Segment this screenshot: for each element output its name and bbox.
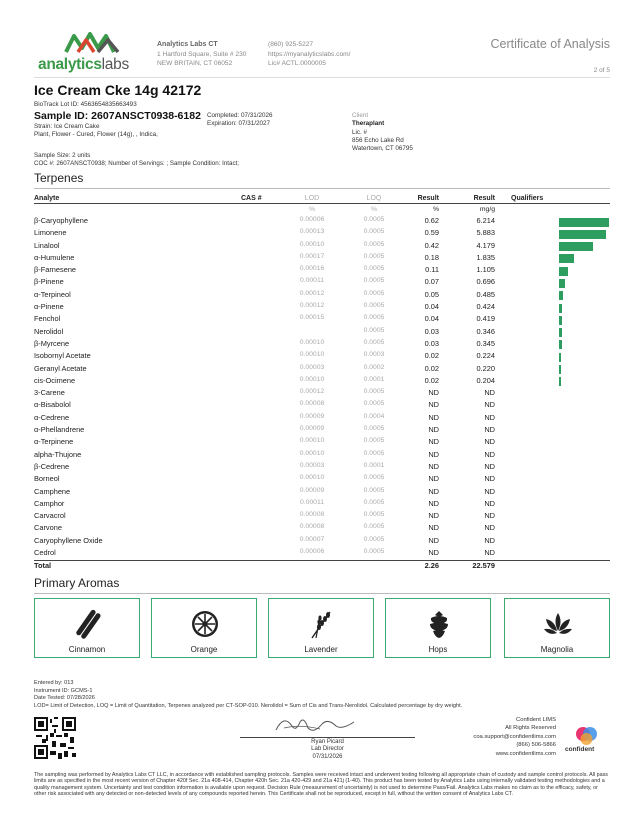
total-mg: 22.579	[472, 561, 495, 571]
aroma-label: Orange	[190, 645, 218, 654]
result-pct: ND	[428, 474, 439, 484]
table-row	[34, 228, 610, 240]
table-row	[34, 499, 610, 511]
result-pct: 0.18	[424, 252, 439, 262]
result-mg: ND	[484, 498, 495, 508]
analyte-name: Carvacrol	[34, 511, 66, 521]
analyte-name: α-Humulene	[34, 252, 75, 262]
total-row	[34, 560, 610, 572]
result-mg: ND	[484, 535, 495, 545]
result-mg: ND	[484, 412, 495, 422]
col-lod: LOD	[304, 195, 320, 202]
table-row	[34, 327, 610, 339]
result-mg: 0.346	[476, 326, 495, 336]
table-row	[34, 253, 610, 265]
loq-value: 0.0005	[363, 228, 385, 236]
analyte-name: α-Pinene	[34, 302, 64, 312]
qualifier-bar	[559, 377, 561, 386]
client-info	[352, 112, 413, 153]
lod-value: 0.00010	[299, 351, 325, 359]
qualifier-bar	[559, 230, 606, 239]
unit-loq: %	[370, 206, 378, 213]
lavender-icon	[304, 609, 340, 639]
result-mg: 0.696	[476, 277, 495, 287]
lab-address	[157, 40, 246, 69]
table-row	[34, 388, 610, 400]
lod-value: 0.00010	[299, 240, 325, 248]
magnolia-icon	[540, 609, 576, 639]
result-mg: ND	[484, 437, 495, 447]
col-loq: LOQ	[366, 195, 382, 202]
result-mg: 0.224	[476, 351, 495, 361]
loq-value: 0.0005	[363, 252, 385, 260]
loq-value: 0.0005	[363, 425, 385, 433]
expiration-date: Expiration: 07/31/2027	[207, 120, 271, 128]
sample-size: Sample Size: 2 units	[34, 152, 91, 159]
table-header-divider	[34, 203, 610, 204]
analyte-name: α-Cedrene	[34, 412, 70, 422]
result-mg: ND	[484, 511, 495, 521]
total-label: Total	[34, 561, 52, 571]
result-pct: 0.42	[424, 240, 439, 250]
qualifier-bar	[559, 316, 562, 325]
lab-address-line2: NEW BRITAIN, CT 06052	[157, 60, 233, 67]
table-row	[34, 474, 610, 486]
aroma-card-orange	[151, 598, 257, 658]
analytics-labs-logo	[38, 30, 148, 76]
aroma-card-cinnamon	[34, 598, 140, 658]
lod-value: 0.00008	[299, 511, 325, 519]
sample-dates	[207, 112, 272, 129]
client-name: Theraplant	[352, 120, 385, 128]
analyte-name: Geranyl Acetate	[34, 363, 87, 373]
table-row	[34, 462, 610, 474]
table-row	[34, 437, 610, 449]
lod-value: 0.00006	[299, 548, 325, 556]
lod-value: 0.00015	[299, 314, 325, 322]
analyte-name: Isobornyl Acetate	[34, 351, 91, 361]
aroma-label: Cinnamon	[68, 645, 106, 654]
lod-value: 0.00012	[299, 289, 325, 297]
analyte-name: Carvone	[34, 523, 62, 533]
analyte-name: α-Phellandrene	[34, 425, 85, 435]
result-mg: 0.204	[476, 375, 495, 385]
loq-value: 0.0005	[363, 388, 385, 396]
lod-value: 0.00017	[299, 252, 325, 260]
loq-value: 0.0005	[363, 511, 385, 519]
lab-phone: (860) 925-5227	[268, 41, 314, 48]
signature-icon	[270, 712, 360, 736]
col-analyte: Analyte	[34, 195, 60, 202]
result-pct: ND	[428, 449, 439, 459]
result-mg: ND	[484, 486, 495, 496]
qualifier-bar	[559, 279, 565, 288]
result-pct: 0.02	[424, 375, 439, 385]
product-title: Ice Cream Cke 14g 42172	[34, 82, 202, 98]
lod-value: 0.00011	[299, 277, 325, 285]
result-pct: 0.62	[424, 216, 439, 225]
page-header	[0, 0, 640, 80]
lod-value: 0.00010	[299, 437, 325, 445]
analyte-name: α-Terpineol	[34, 289, 71, 299]
loq-value: 0.0005	[363, 265, 385, 273]
loq-value: 0.0005	[363, 437, 385, 445]
analyte-name: Caryophyllene Oxide	[34, 535, 103, 545]
result-pct: ND	[428, 511, 439, 521]
terpenes-section-title: Terpenes	[34, 171, 84, 185]
table-row	[34, 351, 610, 363]
aroma-cards	[34, 598, 610, 658]
result-mg: ND	[484, 461, 495, 471]
table-row	[34, 523, 610, 535]
result-pct: ND	[428, 535, 439, 545]
signer-block	[240, 739, 415, 761]
biotrack-lot-id: BioTrack Lot ID: 4563654835663493	[34, 101, 137, 108]
table-row	[34, 511, 610, 523]
loq-value: 0.0001	[363, 375, 385, 383]
lod-value: 0.00012	[299, 302, 325, 310]
lod-value: 0.00009	[299, 425, 325, 433]
lod-value: 0.00016	[299, 265, 325, 273]
table-row	[34, 548, 610, 560]
table-row	[34, 376, 610, 388]
loq-value: 0.0005	[363, 216, 385, 223]
lims-phone: (866) 506-5866	[516, 742, 556, 749]
terpenes-table-body	[34, 216, 610, 572]
loq-value: 0.0004	[363, 412, 385, 420]
col-qualifiers: Qualifiers	[511, 195, 544, 202]
loq-value: 0.0005	[363, 523, 385, 531]
qr-code-icon[interactable]	[34, 717, 76, 759]
result-pct: ND	[428, 486, 439, 496]
result-pct: 0.03	[424, 326, 439, 336]
analyte-name: 3-Carene	[34, 388, 65, 398]
result-mg: 0.419	[476, 314, 495, 324]
result-pct: ND	[428, 437, 439, 447]
analyte-name: β-Pinene	[34, 277, 64, 287]
sample-size-info	[34, 152, 239, 167]
logo-wordmark: analyticslabs	[38, 56, 129, 73]
signer-name: Ryan Picard	[311, 739, 344, 745]
aroma-card-magnolia	[504, 598, 610, 658]
unit-lod: %	[308, 206, 316, 213]
analyte-name: Camphene	[34, 486, 71, 496]
result-pct: ND	[428, 523, 439, 533]
terpenes-units-row	[34, 206, 610, 216]
lod-value: 0.00012	[299, 388, 325, 396]
result-mg: 1.835	[476, 252, 495, 262]
lims-rights: All Rights Reserved	[505, 725, 556, 732]
loq-value: 0.0005	[363, 277, 385, 285]
result-pct: 0.04	[424, 314, 439, 324]
result-pct: 0.02	[424, 363, 439, 373]
loq-value: 0.0001	[363, 461, 385, 469]
lod-value: 0.00010	[299, 375, 325, 383]
result-mg: ND	[484, 474, 495, 484]
loq-value: 0.0005	[363, 338, 385, 346]
date-tested: Date Tested: 07/28/2026	[34, 695, 95, 702]
table-row	[34, 450, 610, 462]
loq-value: 0.0005	[363, 498, 385, 506]
qualifier-bar	[559, 267, 568, 276]
header-divider	[34, 77, 610, 78]
table-row	[34, 364, 610, 376]
result-mg: ND	[484, 449, 495, 459]
qualifier-bar	[559, 291, 563, 300]
result-pct: 0.05	[424, 289, 439, 299]
signer-title: Lab Director	[311, 746, 344, 753]
col-result-mg: Result	[473, 195, 495, 202]
lod-value: 0.00009	[299, 486, 325, 494]
analyte-name: Borneol	[34, 474, 60, 484]
completed-date: Completed: 07/31/2026	[207, 112, 273, 119]
loq-value: 0.0005	[363, 535, 385, 543]
table-row	[34, 536, 610, 548]
loq-value: 0.0005	[363, 314, 385, 322]
loq-value: 0.0005	[363, 449, 385, 457]
table-row	[34, 290, 610, 302]
analyte-name: β-Farnesene	[34, 265, 77, 275]
result-mg: 4.179	[476, 240, 495, 250]
qualifier-bar	[559, 254, 574, 263]
analyte-name: Nerolidol	[34, 326, 64, 336]
col-result-pct: Result	[417, 195, 439, 202]
loq-value: 0.0005	[363, 548, 385, 556]
analyte-name: α-Terpinene	[34, 437, 74, 447]
lod-value: 0.00008	[299, 400, 325, 408]
table-row	[34, 241, 610, 253]
result-mg: 0.485	[476, 289, 495, 299]
result-mg: 0.424	[476, 302, 495, 312]
signer-date: 07/31/2026	[312, 753, 343, 760]
result-pct: 0.04	[424, 302, 439, 312]
result-pct: ND	[428, 548, 439, 558]
table-row	[34, 216, 610, 228]
lod-note: LOD= Limit of Detection, LOQ = Limit of Quantitation, Terpenes analyzed per CT-SOP-010. Nerolidol = Sum of Cis and Trans-Nerolidol. Calculated percentage by dry weight.	[34, 702, 463, 709]
qualifier-bar	[559, 218, 609, 227]
table-row	[34, 400, 610, 412]
analyte-name: cis-Ocimene	[34, 375, 76, 385]
table-row	[34, 277, 610, 289]
lab-address-line1: 1 Hartford Square, Suite # 230	[157, 50, 247, 58]
analyte-name: β-Myrcene	[34, 338, 70, 348]
result-pct: 0.59	[424, 228, 439, 238]
qualifier-bar	[559, 304, 562, 313]
client-label: Client	[352, 112, 369, 119]
table-row	[34, 413, 610, 425]
client-license: Lic. #	[352, 128, 368, 136]
qualifier-bar	[559, 242, 593, 251]
test-info	[34, 680, 462, 710]
analyte-name: Linalool	[34, 240, 60, 250]
lod-value: 0.00013	[299, 228, 325, 236]
result-pct: ND	[428, 425, 439, 435]
lod-value: 0.00006	[299, 216, 325, 223]
result-mg: ND	[484, 425, 495, 435]
lims-name: Confident LIMS	[516, 717, 556, 723]
sample-meta	[34, 123, 158, 140]
loq-value: 0.0003	[363, 351, 385, 359]
unit-mg: mg/g	[479, 206, 495, 213]
document-title: Certificate of Analysis	[490, 37, 610, 51]
result-pct: ND	[428, 400, 439, 410]
logo-mark-icon	[38, 30, 148, 56]
product-type: Plant, Flower - Cured, Flower (14g), , Indica,	[34, 131, 158, 139]
result-pct: ND	[428, 498, 439, 508]
result-mg: ND	[484, 400, 495, 410]
loq-value: 0.0005	[363, 302, 385, 310]
client-address1: 856 Echo Lake Rd	[352, 136, 404, 144]
analyte-name: Camphor	[34, 498, 65, 508]
aroma-label: Lavender	[304, 645, 338, 654]
result-pct: 0.02	[424, 351, 439, 361]
lims-info	[473, 716, 556, 758]
result-pct: 0.11	[425, 265, 439, 275]
sample-id: Sample ID: 2607ANSCT0938-6182	[34, 110, 201, 122]
loq-value: 0.0005	[363, 289, 385, 297]
lod-value: 0.00003	[299, 461, 325, 469]
loq-value: 0.0002	[363, 363, 385, 371]
result-mg: ND	[484, 548, 495, 558]
lab-website[interactable]: https://myanalyticslabs.com/	[268, 50, 351, 58]
lod-value: 0.00011	[299, 498, 325, 506]
entered-by: Entered by: 013	[34, 680, 74, 686]
result-mg: 6.214	[476, 216, 495, 225]
aroma-card-lavender	[268, 598, 374, 658]
lab-contact	[268, 40, 350, 69]
col-cas: CAS #	[241, 195, 262, 202]
result-pct: 0.07	[424, 277, 439, 287]
analyte-name: Cedrol	[34, 548, 56, 558]
table-row	[34, 265, 610, 277]
qualifier-bar	[559, 365, 561, 374]
lod-value: 0.00003	[299, 363, 325, 371]
result-mg: 0.220	[476, 363, 495, 373]
analyte-name: alpha-Thujone	[34, 449, 82, 459]
table-row	[34, 487, 610, 499]
confident-wordmark: confident	[565, 746, 595, 753]
lod-value: 0.00010	[299, 474, 325, 482]
result-mg: 5.883	[476, 228, 495, 238]
loq-value: 0.0005	[363, 240, 385, 248]
aromas-section-title: Primary Aromas	[34, 576, 120, 590]
table-row	[34, 314, 610, 326]
aroma-label: Magnolia	[540, 645, 574, 654]
instrument-id: Instrument ID: GCMS-1	[34, 687, 93, 694]
table-row	[34, 339, 610, 351]
result-pct: ND	[428, 412, 439, 422]
qualifier-bar	[559, 340, 562, 349]
result-pct: ND	[428, 388, 439, 398]
aroma-label: Hops	[428, 645, 448, 654]
result-mg: 1.105	[476, 265, 495, 275]
lab-name: Analytics Labs CT	[157, 41, 218, 48]
strain: Strain: Ice Cream Cake	[34, 123, 100, 130]
result-mg: ND	[484, 388, 495, 398]
table-row	[34, 302, 610, 314]
result-pct: 0.03	[424, 338, 439, 348]
lod-value: 0.00009	[299, 412, 325, 420]
analyte-name: β-Cedrene	[34, 461, 70, 471]
lod-value: 0.00010	[299, 449, 325, 457]
lab-license: Lic# ACTL.0000005	[268, 60, 326, 67]
unit-pct: %	[432, 206, 439, 213]
aroma-card-hops	[385, 598, 491, 658]
orange-icon	[187, 609, 223, 639]
table-row	[34, 425, 610, 437]
analyte-name: Fenchol	[34, 314, 61, 324]
loq-value: 0.0005	[363, 474, 385, 482]
total-pct: 2.26	[424, 561, 439, 571]
lims-email[interactable]: coa.support@confidentlims.com	[473, 733, 556, 740]
signature-line	[240, 737, 415, 738]
coc-info: COC #: 2607ANSCT0938; Number of Servings: ; Sample Condition: Intact;	[34, 159, 239, 167]
terpenes-divider	[34, 188, 610, 189]
qualifier-bar	[559, 353, 561, 362]
result-mg: ND	[484, 523, 495, 533]
aromas-divider	[34, 593, 610, 594]
lod-value: 0.00007	[299, 535, 325, 543]
loq-value: 0.0005	[363, 486, 385, 494]
analyte-name: Limonene	[34, 228, 67, 238]
loq-value: 0.0005	[363, 400, 385, 408]
result-pct: ND	[428, 461, 439, 471]
disclaimer: The sampling was performed by Analytics Labs CT LLC, in accordance with established sampling protocols. Samples were received intact and underwent testing following all appropriate chain of custody and sample control protocols. All pass limits are as specified in the most recent version of Chapter 420f Sec. 21a 408-414, Chapter 420h Sec. 21a 420-429 and 21a 421j (1-40). This product has been tested by Analytics Labs using internally validated testing methodologies and a quality management system. Uncertainty and test condition information is available upon request. Decision Rule (measurement of uncertainty) is not used to determine Pass/Fail. Analytics Labs makes no claim as to the efficacy, safety, or other risk associated with any detected or non-detected levels of any compounds reported herein. This Certificate shall not be reproduced, except in full, without the written consent of Analytics Labs CT.	[34, 772, 609, 797]
hops-icon	[421, 609, 457, 639]
analyte-name: β-Caryophyllene	[34, 216, 88, 225]
qualifier-bar	[559, 328, 562, 337]
lod-value: 0.00008	[299, 523, 325, 531]
lod-value: 0.00010	[299, 338, 325, 346]
loq-value: 0.0005	[363, 326, 385, 334]
analyte-name: α-Bisabolol	[34, 400, 71, 410]
page-number: 2 of 5	[593, 67, 610, 74]
client-address2: Watertown, CT 06795	[352, 145, 413, 153]
cinnamon-icon	[70, 609, 106, 639]
result-mg: 0.345	[476, 338, 495, 348]
lims-web[interactable]: www.confidentlims.com	[495, 750, 556, 757]
